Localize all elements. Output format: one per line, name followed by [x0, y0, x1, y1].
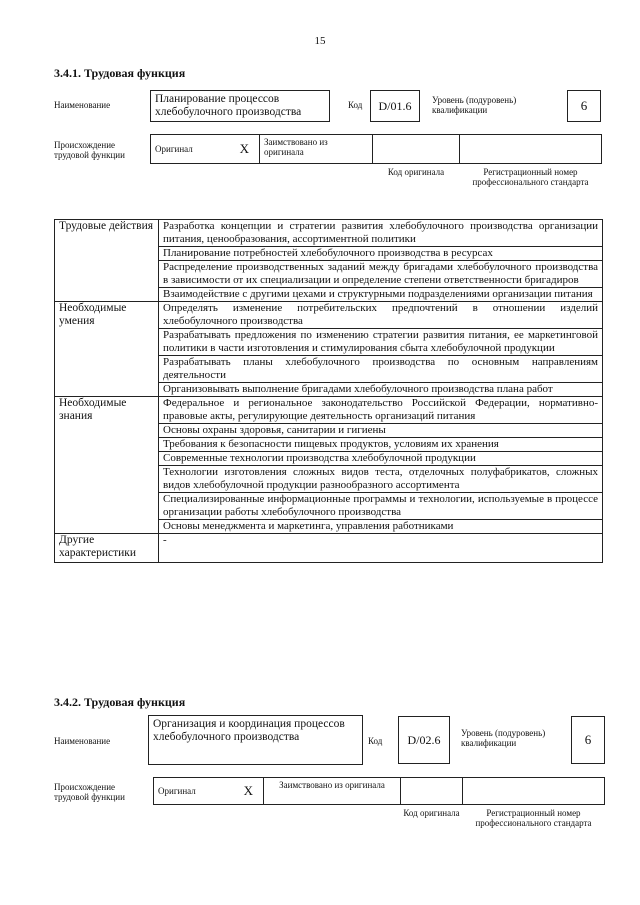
- other-label: Другие характеристики: [55, 534, 159, 563]
- table-cell: Федеральное и региональное законодательство Российской Федерации, нормативно-правовые акты, регулирующие деятельность организаций питания: [159, 397, 603, 424]
- skills-label: Необходимые умения: [55, 302, 159, 397]
- reg-number-cell: [459, 134, 602, 164]
- function-name: Планирование процессов хлебобулочного производства: [155, 93, 302, 118]
- code-label: Код: [348, 100, 363, 110]
- table-cell: Взаимодействие с другими цехами и структурными подразделениями организации питания: [159, 288, 603, 302]
- level-value: 6: [584, 732, 592, 747]
- table-cell: Организовывать выполнение бригадами хлебобулочного производства плана работ: [159, 383, 603, 397]
- labor-function-table: [54, 219, 603, 563]
- reg-number-caption: Регистрационный номер профессионального стандарта: [472, 167, 589, 187]
- code-box: [370, 90, 420, 122]
- level-box: [567, 90, 601, 122]
- function-name-box: [150, 90, 330, 122]
- level-label: Уровень (подуровень) квалификации: [432, 95, 517, 115]
- borrowed-label: Заимствовано из оригинала: [264, 137, 328, 157]
- section-title: 3.4.1. Трудовая функция: [54, 66, 186, 80]
- section-title: 3.4.2. Трудовая функция: [54, 695, 186, 709]
- code-label: Код: [368, 736, 383, 746]
- borrowed-cell: [263, 777, 401, 805]
- table-row: [55, 534, 603, 563]
- table-row: [55, 397, 603, 424]
- table-cell: Специализированные информационные программы и технологии, используемые в процессе организации работы хлебобулочного производства: [159, 493, 603, 520]
- origin-label: Происхождение трудовой функции: [54, 782, 125, 802]
- original-cell: [153, 777, 264, 805]
- table-cell: Определять изменение потребительских предпочтений в отношении изделий хлебобулочного производства: [159, 302, 603, 329]
- borrowed-cell: [259, 134, 373, 164]
- knowledge-label: Необходимые знания: [55, 397, 159, 534]
- level-label: Уровень (подуровень) квалификации: [461, 728, 546, 748]
- table-cell: Требования к безопасности пищевых продуктов, условиям их хранения: [159, 438, 603, 452]
- function-name: Организация и координация процессов хлебобулочного производства: [153, 718, 345, 743]
- original-code-caption: Код оригинала: [403, 808, 460, 818]
- reg-number-cell: [462, 777, 605, 805]
- original-cell: [150, 134, 260, 164]
- code-value: D/01.6: [378, 98, 412, 113]
- original-mark: X: [243, 783, 253, 798]
- table-cell: Разрабатывать предложения по изменению стратегии развития питания, ее маркетинговой политики в части изготовления и стимулирования сбыта хлебобулочной продукции: [159, 329, 603, 356]
- table-row: [55, 220, 603, 247]
- actions-label: Трудовые действия: [55, 220, 159, 302]
- borrowed-label: Заимствовано из оригинала: [279, 780, 385, 790]
- original-label: Оригинал: [155, 144, 193, 154]
- origin-label: Происхождение трудовой функции: [54, 140, 125, 160]
- table-cell: Разрабатывать планы хлебобулочного производства по основным направлениям деятельности: [159, 356, 603, 383]
- level-value: 6: [580, 98, 588, 113]
- function-name-box: [148, 715, 363, 765]
- name-label: Наименование: [54, 736, 111, 746]
- original-code-cell: [372, 134, 460, 164]
- table-cell: Основы охраны здоровья, санитарии и гигиены: [159, 424, 603, 438]
- table-cell: Современные технологии производства хлебобулочной продукции: [159, 452, 603, 466]
- page-number: 15: [314, 35, 326, 47]
- table-cell: Разработка концепции и стратегии развития хлебобулочного производства организации питания, ценообразования, ассортиментной политики: [159, 220, 603, 247]
- table-cell: Основы менеджмента и маркетинга, управления работниками: [159, 520, 603, 534]
- code-value: D/02.6: [407, 732, 441, 747]
- original-mark: X: [239, 141, 249, 156]
- table-row: [55, 302, 603, 329]
- original-code-caption: Код оригинала: [387, 167, 445, 177]
- original-label: Оригинал: [158, 786, 196, 796]
- level-box: [571, 716, 605, 764]
- code-box: [398, 716, 450, 764]
- reg-number-caption: Регистрационный номер профессионального стандарта: [475, 808, 592, 828]
- table-cell: Планирование потребностей хлебобулочного производства в ресурсах: [159, 247, 603, 261]
- original-code-cell: [400, 777, 463, 805]
- table-cell: -: [159, 534, 603, 563]
- table-cell: Технологии изготовления сложных видов теста, отделочных полуфабрикатов, сложных видов хлебобулочной продукции разнообразного ассортимента: [159, 466, 603, 493]
- name-label: Наименование: [54, 100, 111, 110]
- table-cell: Распределение производственных заданий между бригадами хлебобулочного производства в зависимости от их специализации и определение степени ответственности бригадиров: [159, 261, 603, 288]
